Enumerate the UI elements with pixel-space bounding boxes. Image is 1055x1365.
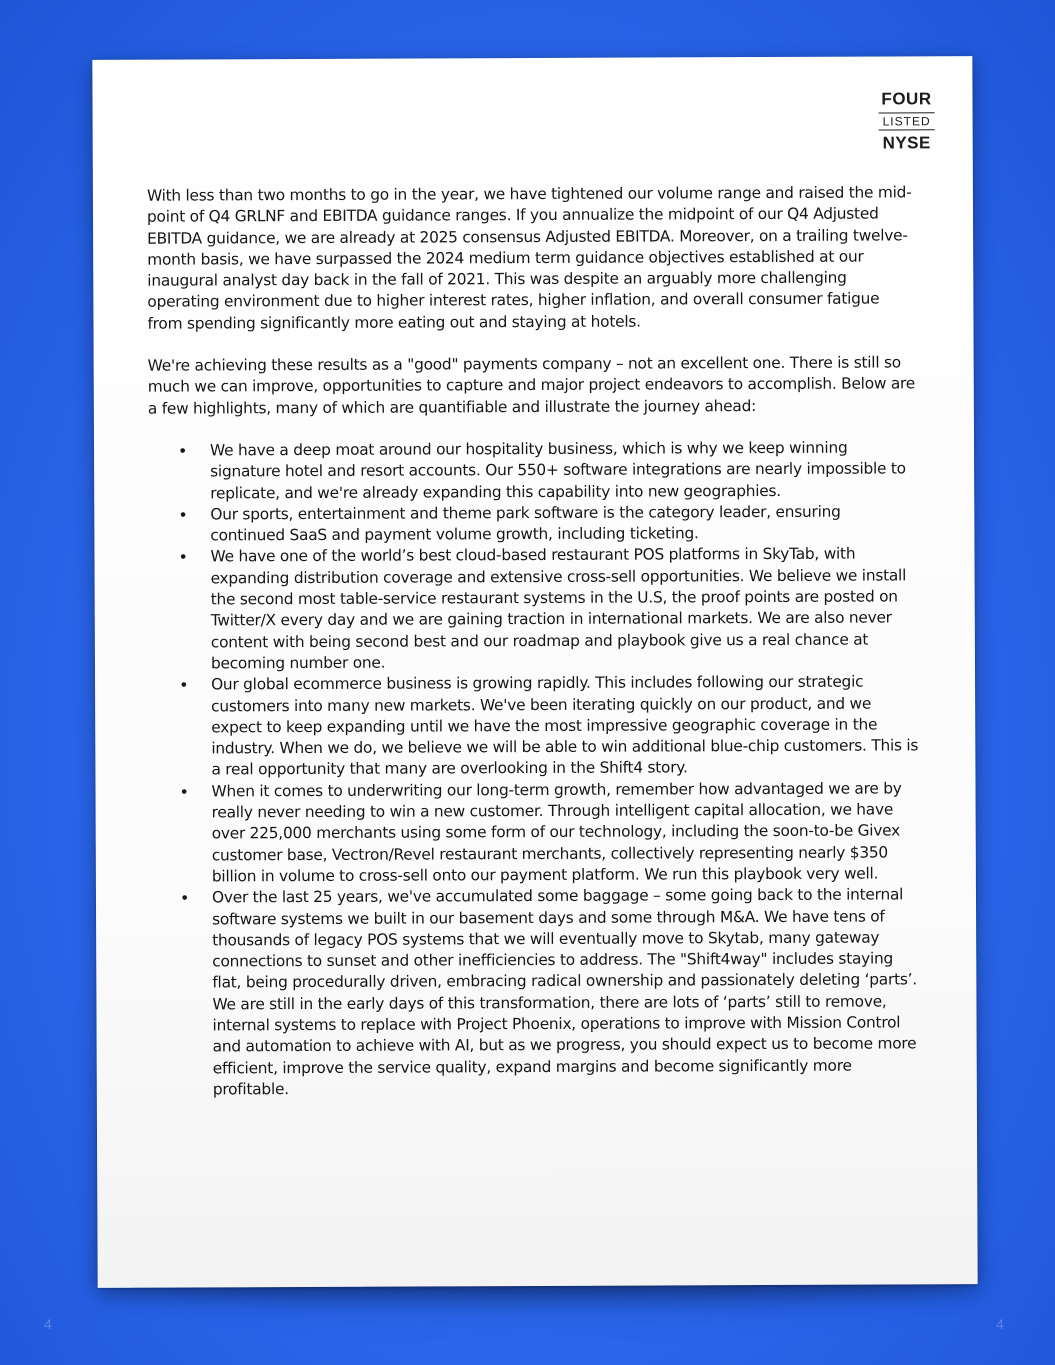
page-number-right: 4 [996, 1316, 1004, 1332]
list-item [149, 672, 919, 782]
paragraph-guidance: With less than two months to go in the year, we have tightened our volume range and raised the mid-point of Q4 GRLNF and EBITDA guidance ranges. If you annualize the midpoint of our Q4 Adjusted EBITDA guidance, we are already at 2025 consensus Adjusted EBITDA. Moreover, on a trailing twelve-month basis, we have surpassed the 2024 medium term guidance objectives established at our inaugural analyst day back in the fall of 2021. This was despite an arguably more challenging operating environment due to higher interest rates, higher inflation, and overall consumer fatigue from spending significantly more eating out and staying at hotels. [146, 183, 912, 333]
list-item-text: We have a deep moat around our hospitality business, which is why we keep winning signature hotel and resort accounts. Our 550+ software integrations are nearly impossible to replicate, and we're already expanding this capability into new geographies. [209, 438, 906, 502]
nyse-four-listed-logo [878, 90, 934, 151]
highlights-list [148, 437, 921, 1101]
list-item [150, 885, 921, 1101]
logo-middle-text: LISTED [879, 112, 935, 130]
list-item [148, 501, 918, 547]
paragraph-intro-highlights: We're achieving these results as a "good" payments company – not an excellent one. There is still so much we can improve, opportunities to capture and major project endeavors to accomplish. Below are a few highlights, many of which are quantifiable and illustrate the journey ahead: [147, 353, 916, 418]
list-item-text: Our global ecommerce business is growing rapidly. This includes following our strategic customers into many new markets. We've been iterating quickly on our product, and we expect to keep expanding until we have the most impressive geographic coverage in the industry. When we do, we believe we will be able to win additional blue-chip customers. This is a real opportunity that many are overlooking in the Shift4 story. [211, 672, 919, 779]
logo-bottom-text: NYSE [882, 133, 931, 153]
logo-top-text: FOUR [881, 89, 932, 109]
list-item-text: Our sports, entertainment and theme park software is the category leader, ensuring continued SaaS and payment volume growth, including ticketing. [210, 502, 841, 545]
list-item [148, 544, 919, 675]
bullet-icon: • [179, 782, 189, 802]
list-item-text: Over the last 25 years, we've accumulated some baggage – some going back to the internal software systems we built in our basement days and some through M&A. We have tens of thousands of legacy POS systems that we will eventually move to Skytab, many gateway connections to sunset and other inefficiencies to address. The "Shift4way" includes staying flat, being procedurally driven, embracing radical ownership and passionately deleting ‘parts’. We are still in the early days of this transformation, there are lots of ‘parts’ still to remove, internal systems to replace with Project Phoenix, operations to improve with Mission Control and automation to achieve with AI, but as we progress, you should expect us to become more efficient, improve the service quality, expand margins and become significantly more profitable. [211, 885, 917, 1099]
list-item-text: We have one of the world’s best cloud-based restaurant POS platforms in SkyTab, with expanding distribution coverage and extensive cross-sell opportunities. We believe we install the second most table-service restaurant systems in the U.S, the proof points are posted on Twitter/X every day and we are gaining traction in international markets. We are also never content with being second best and our roadmap and playbook give us a real chance at becoming number one. [210, 545, 907, 673]
document-page [92, 56, 977, 1288]
page-number-left: 4 [44, 1316, 52, 1332]
list-item [148, 437, 918, 504]
list-item [149, 778, 919, 888]
letter-body [147, 182, 921, 1101]
bullet-icon: • [179, 888, 190, 908]
bullet-icon: • [178, 505, 188, 525]
bullet-icon: • [178, 547, 188, 568]
list-item-text: When it comes to underwriting our long-term growth, remember how advantaged we are by really never needing to win a new customer. Through intelligent capital allocation, we have over 225,000 merchants using some form of our technology, including the soon-to-be Givex customer base, Vectron/Revel restaurant merchants, collectively representing nearly $350 billion in volume to cross-sell onto our payment platform. We run this playbook very well. [211, 779, 902, 886]
bullet-icon: • [179, 675, 189, 695]
bullet-icon: • [177, 441, 188, 461]
